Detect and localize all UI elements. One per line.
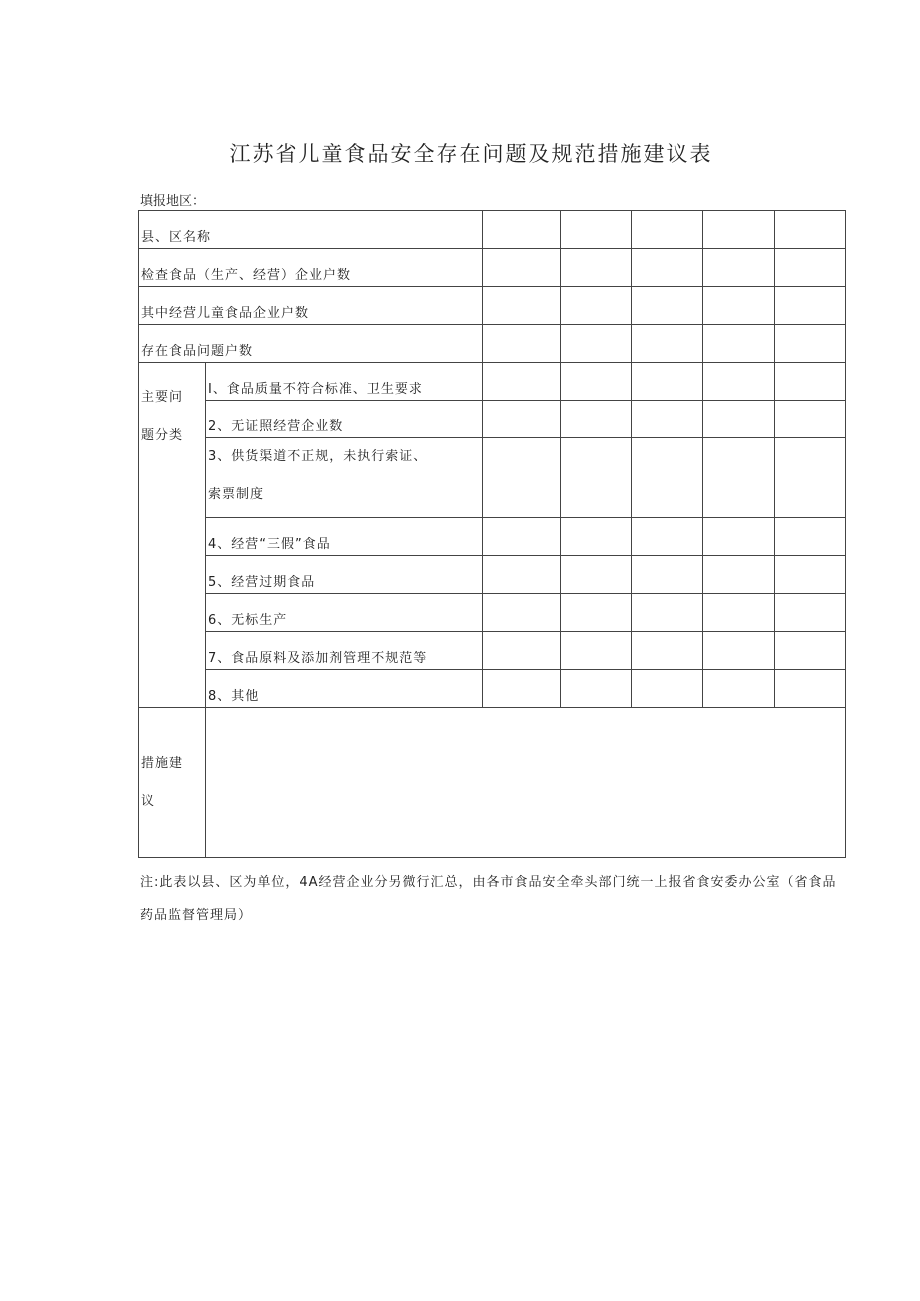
data-cell[interactable] <box>483 211 561 249</box>
issue-label: I、食品质量不符合标准、卫生要求 <box>206 363 483 401</box>
data-cell[interactable] <box>703 211 775 249</box>
data-cell[interactable] <box>775 211 846 249</box>
page-title: 江苏省儿童食品安全存在问题及规范措施建议表 <box>229 142 713 166</box>
issue-label: 8、其他 <box>206 670 483 708</box>
table-row <box>139 401 846 438</box>
report-table <box>138 210 846 858</box>
data-cell[interactable] <box>632 325 703 363</box>
table-row <box>139 632 846 670</box>
table-row <box>139 518 846 556</box>
region-label: 填报地区： <box>140 194 206 209</box>
data-cell[interactable] <box>561 401 632 438</box>
measures-input-cell[interactable] <box>206 708 846 858</box>
data-cell[interactable] <box>632 249 703 287</box>
data-cell[interactable] <box>632 438 703 518</box>
data-cell[interactable] <box>632 556 703 594</box>
data-cell[interactable] <box>703 363 775 401</box>
data-cell[interactable] <box>483 632 561 670</box>
table-row <box>139 438 846 518</box>
data-cell[interactable] <box>703 518 775 556</box>
table-row <box>139 249 846 287</box>
data-cell[interactable] <box>561 632 632 670</box>
data-cell[interactable] <box>632 287 703 325</box>
data-cell[interactable] <box>775 249 846 287</box>
issue-label: 6、无标生产 <box>206 594 483 632</box>
table-row <box>139 363 846 401</box>
data-cell[interactable] <box>561 211 632 249</box>
data-cell[interactable] <box>703 401 775 438</box>
row-label-inspected: 检查食品（生产、经营）企业户数 <box>139 249 483 287</box>
table-row <box>139 287 846 325</box>
data-cell[interactable] <box>483 594 561 632</box>
data-cell[interactable] <box>632 594 703 632</box>
data-cell[interactable] <box>561 287 632 325</box>
data-cell[interactable] <box>775 363 846 401</box>
data-cell[interactable] <box>703 594 775 632</box>
data-cell[interactable] <box>775 594 846 632</box>
data-cell[interactable] <box>561 670 632 708</box>
data-cell[interactable] <box>775 632 846 670</box>
data-cell[interactable] <box>632 401 703 438</box>
issue-label: 4、经营“三假”食品 <box>206 518 483 556</box>
table-row <box>139 594 846 632</box>
data-cell[interactable] <box>703 287 775 325</box>
data-cell[interactable] <box>483 518 561 556</box>
data-cell[interactable] <box>561 438 632 518</box>
row-label-children: 其中经营儿童食品企业户数 <box>139 287 483 325</box>
data-cell[interactable] <box>775 401 846 438</box>
footnote: 注:此表以县、区为单位，4A经营企业分另微行汇总，由各市食品安全牵头部门统一上报省食安委办公室（省食品药品监督管理局） <box>140 875 837 923</box>
data-cell[interactable] <box>703 325 775 363</box>
table-row <box>139 708 846 858</box>
data-cell[interactable] <box>703 556 775 594</box>
category-line: 题分类 <box>141 428 184 443</box>
data-cell[interactable] <box>775 325 846 363</box>
data-cell[interactable] <box>632 670 703 708</box>
data-cell[interactable] <box>632 363 703 401</box>
data-cell[interactable] <box>775 556 846 594</box>
data-cell[interactable] <box>703 249 775 287</box>
issue-label: 5、经营过期食品 <box>206 556 483 594</box>
data-cell[interactable] <box>632 211 703 249</box>
data-cell[interactable] <box>483 438 561 518</box>
data-cell[interactable] <box>561 363 632 401</box>
data-cell[interactable] <box>483 556 561 594</box>
data-cell[interactable] <box>632 518 703 556</box>
row-label-problems: 存在食品问题户数 <box>139 325 483 363</box>
issue-line: 3、供货渠道不正规，未执行索证、 <box>208 449 428 464</box>
data-cell[interactable] <box>561 594 632 632</box>
measures-line: 措施建 <box>141 755 184 771</box>
category-line: 主要问 <box>141 390 184 405</box>
table-row <box>139 670 846 708</box>
table-row <box>139 556 846 594</box>
data-cell[interactable] <box>483 249 561 287</box>
data-cell[interactable] <box>632 632 703 670</box>
data-cell[interactable] <box>483 287 561 325</box>
data-cell[interactable] <box>483 363 561 401</box>
issue-label <box>206 438 483 518</box>
table-row <box>139 211 846 249</box>
data-cell[interactable] <box>703 670 775 708</box>
issue-label: 7、食品原料及添加剂管理不规范等 <box>206 632 483 670</box>
data-cell[interactable] <box>561 556 632 594</box>
data-cell[interactable] <box>775 287 846 325</box>
issue-line: 索票制度 <box>208 487 265 502</box>
data-cell[interactable] <box>483 401 561 438</box>
data-cell[interactable] <box>483 325 561 363</box>
row-label-county: 县、区名称 <box>139 211 483 249</box>
measures-label-cell <box>139 708 206 858</box>
data-cell[interactable] <box>775 438 846 518</box>
data-cell[interactable] <box>561 325 632 363</box>
measures-line: 议 <box>141 793 156 809</box>
data-cell[interactable] <box>703 632 775 670</box>
data-cell[interactable] <box>483 670 561 708</box>
category-cell <box>139 363 206 708</box>
data-cell[interactable] <box>775 670 846 708</box>
data-cell[interactable] <box>561 249 632 287</box>
issue-label: 2、无证照经营企业数 <box>206 401 483 438</box>
data-cell[interactable] <box>703 438 775 518</box>
data-cell[interactable] <box>775 518 846 556</box>
table-row <box>139 325 846 363</box>
data-cell[interactable] <box>561 518 632 556</box>
